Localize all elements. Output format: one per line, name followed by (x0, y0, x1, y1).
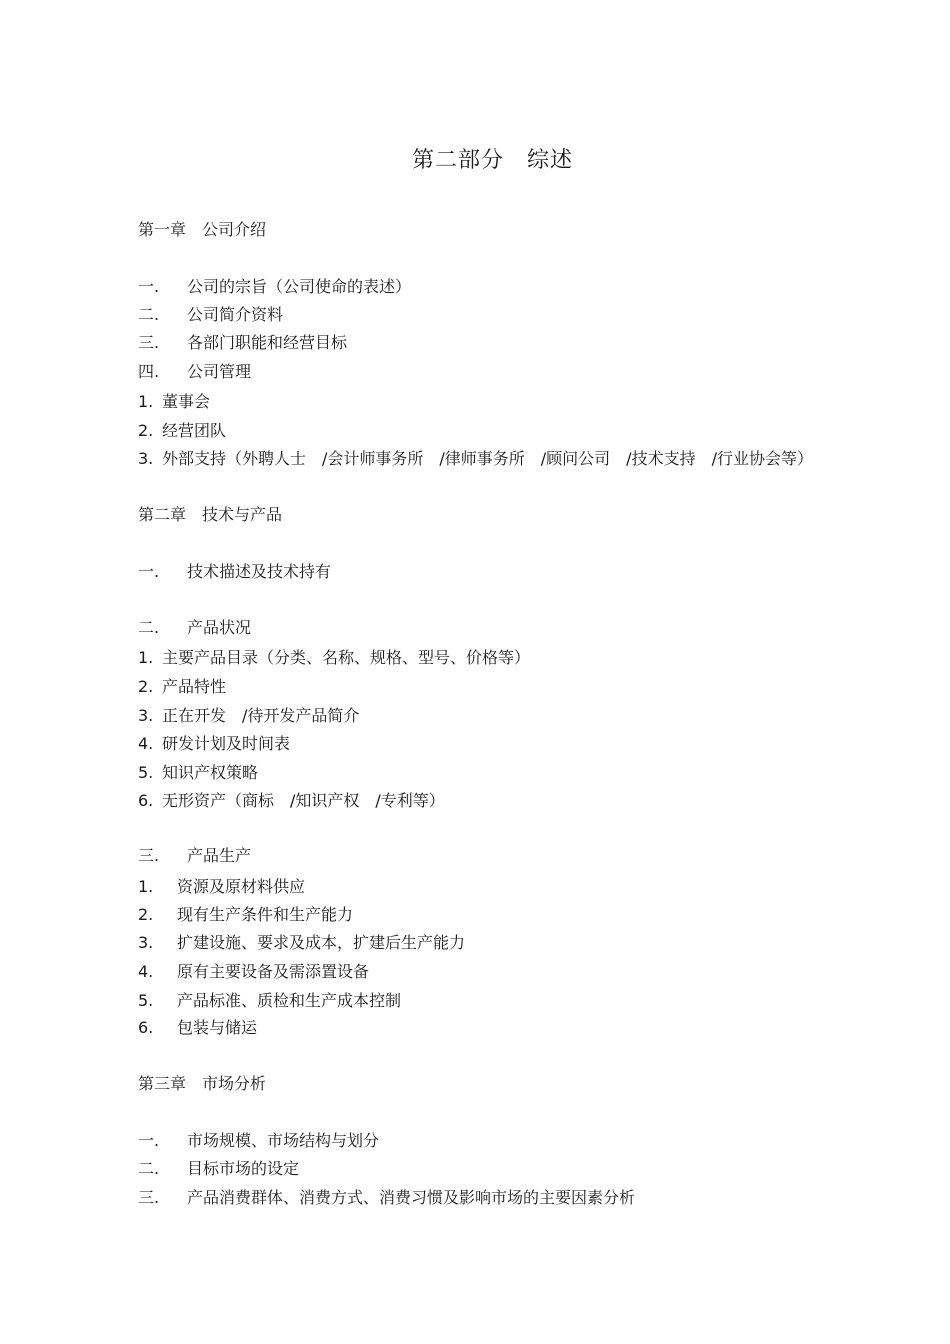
numbered-item (138, 790, 445, 812)
item-marker: 4. (138, 962, 154, 981)
item-text: 产品标准、质检和生产成本控制 (177, 991, 402, 1010)
item-marker: 1. (138, 648, 154, 667)
item-marker: 三. (138, 1188, 160, 1207)
item-text: 市场规模、市场结构与划分 (187, 1131, 380, 1150)
chapter-heading: 第二章 技术与产品 (138, 505, 283, 524)
item-text: 知识产权策略 (162, 763, 259, 782)
numbered-item (138, 904, 353, 926)
outline-item (138, 361, 251, 383)
item-marker: 二. (138, 305, 160, 324)
item-marker: 三. (138, 846, 160, 865)
numbered-item (138, 990, 401, 1012)
item-marker: 2. (138, 421, 154, 440)
item-text: 产品特性 (162, 677, 227, 696)
item-marker: 三. (138, 333, 160, 352)
outline-item (138, 1130, 379, 1152)
item-text: 公司简介资料 (187, 305, 284, 324)
page-title: 第二部分 综述 (411, 148, 573, 173)
outline-item (138, 845, 251, 867)
outline-item (138, 561, 331, 583)
item-marker: 二. (138, 618, 160, 637)
chapter-heading: 第三章 市场分析 (138, 1074, 267, 1093)
numbered-item (138, 1017, 257, 1039)
numbered-item (138, 876, 305, 898)
item-text: 原有主要设备及需添置设备 (177, 962, 370, 981)
numbered-item (138, 705, 359, 727)
numbered-item (138, 391, 210, 413)
numbered-item (138, 932, 465, 954)
numbered-item (138, 961, 369, 983)
item-marker: 二. (138, 1159, 160, 1178)
item-text: 包装与储运 (177, 1018, 258, 1037)
item-text: 无形资产（商标 /知识产权 /专利等） (162, 791, 445, 810)
item-marker: 1. (138, 392, 154, 411)
chapter-heading: 第一章 公司介绍 (138, 220, 267, 239)
item-marker: 1. (138, 877, 154, 896)
item-text: 现有生产条件和生产能力 (177, 905, 354, 924)
item-text: 经营团队 (162, 421, 227, 440)
item-text: 产品消费群体、消费方式、消费习惯及影响市场的主要因素分析 (187, 1188, 636, 1207)
item-text: 目标市场的设定 (187, 1159, 300, 1178)
item-marker: 一. (138, 562, 160, 581)
outline-item (138, 276, 411, 298)
numbered-item (138, 420, 226, 442)
numbered-item (138, 676, 226, 698)
item-text: 公司的宗旨（公司使命的表述） (187, 277, 412, 296)
item-text: 产品状况 (187, 618, 252, 637)
item-text: 产品生产 (187, 846, 252, 865)
item-marker: 一. (138, 277, 160, 296)
numbered-item (138, 647, 530, 669)
item-text: 资源及原材料供应 (177, 877, 306, 896)
item-text: 公司管理 (187, 362, 252, 381)
item-text: 技术描述及技术持有 (187, 562, 332, 581)
item-marker: 3. (138, 933, 154, 952)
item-marker: 一. (138, 1131, 160, 1150)
item-text: 外部支持（外聘人士 /会计师事务所 /律师事务所 /顾问公司 /技术支持 /行业协会等） (162, 449, 813, 468)
item-text: 各部门职能和经营目标 (187, 333, 348, 352)
numbered-item (138, 762, 258, 784)
item-text: 研发计划及时间表 (162, 734, 291, 753)
item-marker: 5. (138, 763, 154, 782)
outline-item (138, 332, 347, 354)
outline-item (138, 304, 283, 326)
item-text: 扩建设施、要求及成本，扩建后生产能力 (177, 933, 466, 952)
item-marker: 四. (138, 362, 160, 381)
item-marker: 4. (138, 734, 154, 753)
item-text: 主要产品目录（分类、名称、规格、型号、价格等） (162, 648, 531, 667)
outline-item (138, 617, 251, 639)
outline-item (138, 1158, 299, 1180)
item-text: 正在开发 /待开发产品简介 (162, 706, 360, 725)
item-marker: 3. (138, 449, 154, 468)
outline-item (138, 1187, 635, 1209)
numbered-item (138, 733, 290, 755)
item-marker: 3. (138, 706, 154, 725)
numbered-item (138, 448, 813, 470)
item-marker: 6. (138, 791, 154, 810)
item-marker: 2. (138, 677, 154, 696)
item-marker: 2. (138, 905, 154, 924)
item-marker: 6. (138, 1018, 154, 1037)
item-marker: 5. (138, 991, 154, 1010)
item-text: 董事会 (162, 392, 211, 411)
